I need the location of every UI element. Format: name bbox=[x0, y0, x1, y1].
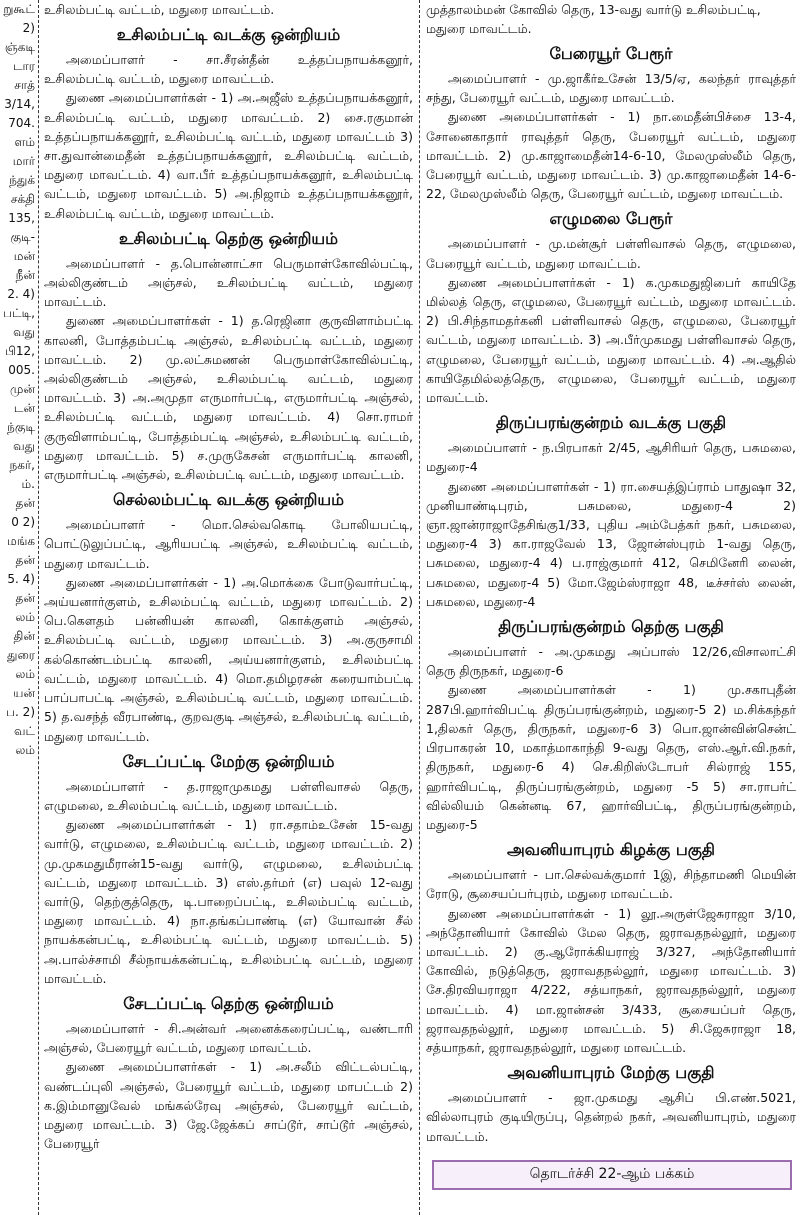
organizer-paragraph: அமைப்பாளர் - பா.செல்வக்குமார் 1இ, சிந்தாமணி மெயின் ரோடு, சூசையப்பர்புரம், மதுரை மாவட்டம். bbox=[426, 867, 796, 902]
left-fragment-text: ப. 2) bbox=[6, 705, 35, 719]
continued-notice: தொடர்ச்சி 22-ஆம் பக்கம் bbox=[432, 1160, 792, 1190]
left-fragment-text: நீன் bbox=[15, 268, 35, 282]
left-fragment-text: சக்தி bbox=[10, 192, 35, 206]
column-right bbox=[426, 0, 800, 1215]
organizer-paragraph: அமைப்பாளர் - மு.மன்சூர் பள்ளிவாசல் தெரு, எழுமலை, பேரையூர் வட்டம், மதுரை மாவட்டம். bbox=[426, 236, 796, 271]
section bbox=[426, 411, 796, 611]
deputies-paragraph: துணை அமைப்பாளர்கள் - 1) மு.சகாபுதீன் 287பி.ஹார்விபட்டி திருப்பரங்குன்றம், மதுரை-5 2) ம.சிக்கந்தர் 1,திலகர் தெரு, திருநகர், மதுரை-6 3) பொ.ஜான்வின்சென்ட் பிரபாகரன் 10, மகாத்மாகாந்தி 9-வது தெரு, எஸ்.ஆர்.வி.நகர், திருநகர், மதுரை-6 4) செ.கிறிஸ்டோபர் சில்ராஜ் 155, ஹார்விபட்டி, திருப்பரங்குன்றம், மதுரை -5 5) சா.ராபர்ட் வில்லியம் கென்னடி 67, ஹார்விபட்டி, திருப்பரங்குன்றம், மதுரை-5 bbox=[426, 682, 796, 832]
deputies-paragraph: துணை அமைப்பாளர்கள் - 1) க.முகமதுஜிபைர் காயிதே மில்லத் தெரு, எழுமலை, பேரையூர் வட்டம், மதுரை மாவட்டம். 2) பி.சிந்தாமதர்கனி பள்ளிவாசல் தெரு, எழுமலை, பேரையூர் வட்டம், மதுரை மாவட்டம். 3) அ.பீர்முகமது பள்ளிவாசல் தெரு, எழுமலை, பேரையூர் வட்டம், மதுரை மாவட்டம். 4) அ.ஆதில் காயிதேமில்லத்தெரு, எழுமலை, பேரையூர் வட்டம், மதுரை மாவட்டம். bbox=[426, 274, 796, 406]
section-heading: சேடப்பட்டி தெற்கு ஒன்றியம் bbox=[123, 993, 334, 1013]
left-fragment-text: 704. bbox=[8, 116, 35, 130]
deputies-paragraph: துணை அமைப்பாளர்கள் - 1) த.ரெஜினா குருவிளாம்பட்டி காலனி, போத்தம்பட்டி அஞ்சல், உசிலம்பட்டி வட்டம், மதுரை மாவட்டம். 2) மு.லட்சுமணன் பெருமாள்கோவில்பட்டி, அல்லிகுண்டம் அஞ்சல், உசிலம்பட்டி வட்டம், மதுரை மாவட்டம். 3) அ.அமுதா எருமார்பட்டி, எருமார்பட்டி அஞ்சல், உசிலம்பட்டி வட்டம், மதுரை மாவட்டம். 4) சொ.ராமர் குருவிளாம்பட்டி, போத்தம்பட்டி அஞ்சல், உசிலம்பட்டி வட்டம், மதுரை மாவட்டம். 5) ச.முருகேசன் எருமார்பட்டி காலனி, எருமார்பட்டி அஞ்சல், உசிலம்பட்டி வட்டம், மதுரை மாவட்டம். bbox=[44, 313, 413, 483]
section bbox=[44, 992, 413, 1153]
left-fragment-text: டார bbox=[12, 59, 35, 73]
left-fragment-text: லம் bbox=[15, 610, 35, 624]
section bbox=[426, 1061, 796, 1146]
deputies-paragraph: துணை அமைப்பாளர்கள் - 1) அ.சலீம் விட்டல்பட்டி, வண்டப்புலி அஞ்சல், பேரையூர் வட்டம், மதுரை மாபட்டம் 2) க.இம்மானுவேல் மங்கல்ரேவு அஞ்சல், பேரையூர் வட்டம், மதுரை மாவட்டம். 3) ஜே.ஜேக்கப் சாப்டூர், சாப்டூர் அஞ்சல், பேரையூர் bbox=[44, 1059, 413, 1152]
left-fragment-text: லம் bbox=[15, 667, 35, 681]
deputies-paragraph: துணை அமைப்பாளர்கள் - 1) அ.அஜீஸ் உத்தப்பநாயக்கனூர், உசிலம்பட்டி வட்டம், மதுரை மாவட்டம். 2) சை.ரகுமான் உத்தப்பநாயக்கனூர், உசிலம்பட்டி வட்டம், மதுரை மாவட்டம் 3) சா.துவான்மைதீன் உத்தப்பநாயக்கனூர், உசிலம்பட்டி வட்டம், மதுரை மாவட்டம். 4) வா.பீர் உத்தப்பநாயக்கனூர், உசிலம்பட்டி வட்டம், மதுரை மாவட்டம். 5) அ.நிஜாம் உத்தப்பநாயக்கனூர், உசிலம்பட்டி வட்டம், மதுரை மாவட்டம். bbox=[44, 90, 413, 221]
organizer-paragraph: அமைப்பாளர் - சா.சீரன்தீன் உத்தப்பநாயக்கனூர், உசிலம்பட்டி வட்டம், மதுரை மாவட்டம். bbox=[44, 52, 413, 87]
column-middle bbox=[44, 0, 420, 1215]
section-heading: உசிலம்பட்டி வடக்கு ஒன்றியம் bbox=[116, 25, 341, 44]
section bbox=[426, 615, 796, 834]
left-fragment-text: ம். bbox=[21, 477, 35, 491]
left-fragment-text: தன் bbox=[15, 591, 35, 605]
section bbox=[426, 838, 796, 1057]
organizer-paragraph: அமைப்பாளர் - மொ.செல்வகொடி போலியபட்டி, பொட்டுலுப்பட்டி, ஆரியபட்டி அஞ்சல், உசிலம்பட்டி வட்டம், மதுரை மாவட்டம். bbox=[44, 517, 413, 571]
organizer-paragraph: அமைப்பாளர் - ந.பிரபாகர் 2/45, ஆசிரியர் தெரு, பசுமலை, மதுரை-4 bbox=[426, 440, 796, 475]
continued-text-fragment: உசிலம்பட்டி வட்டம், மதுரை மாவட்டம். bbox=[44, 2, 275, 17]
left-fragment-text: மன் bbox=[13, 249, 35, 263]
section-heading: செல்லம்பட்டி வடக்கு ஒன்றியம் bbox=[113, 490, 344, 510]
left-fragment-text: ந்குடி bbox=[7, 420, 35, 434]
deputies-paragraph: துணை அமைப்பாளர்கள் - 1) ரா.சையத்இப்ராம் பாதுஷா 32, முனியாண்டிபுரம், பசுமலை, மதுரை-4 2) ஞா.ஜான்ராஜாதேசிங்கு1/33, புதிய அம்பேத்கர் நகர், பசுமலை, மதுரை-4 3) கா.ராஜவேல் 13, ஜோன்ஸ்புரம் 1-வது தெரு, பசுமலை, மதுரை-4 4) ப.ராஜ்குமார் 412, செமினேரி லைன், பசுமலை, மதுரை-4 5) மோ.ஜேம்ஸ்ராஜா 48, டீச்சர்ஸ் லைன், பசுமலை, மதுரை-4 bbox=[426, 478, 796, 609]
left-fragment-text: தின் bbox=[13, 629, 35, 643]
section bbox=[44, 750, 413, 988]
left-fragment-text: றுகூட் bbox=[3, 2, 35, 16]
left-clipped-column bbox=[0, 0, 39, 1215]
section-heading: சேடப்பட்டி மேற்கு ஒன்றியம் bbox=[122, 751, 335, 771]
left-fragment-text: யன் bbox=[13, 686, 35, 700]
section-heading: அவனியாபுரம் மேற்கு பகுதி bbox=[507, 1063, 715, 1083]
left-fragment-text: பட்டி, bbox=[3, 306, 35, 320]
left-fragment-text: தன் bbox=[15, 496, 35, 510]
left-fragment-text: வது bbox=[13, 325, 35, 339]
organizer-paragraph: அமைப்பாளர் - த.ராஜாமுகமது பள்ளிவாசல் தெரு, எழுமலை, உசிலம்பட்டி வட்டம், மதுரை மாவட்டம். bbox=[44, 778, 413, 813]
left-fragment-text: ஞ்கடி bbox=[4, 40, 35, 54]
left-fragment-text: மார் bbox=[12, 154, 35, 168]
left-fragment-text: 2. 4) bbox=[7, 287, 35, 301]
section-heading: அவனியாபுரம் கிழக்கு பகுதி bbox=[507, 840, 715, 860]
section bbox=[426, 42, 796, 203]
left-fragment-text: முன் bbox=[10, 382, 35, 396]
left-fragment-text: 135, bbox=[8, 211, 35, 225]
organizer-paragraph: அமைப்பாளர் - மு.ஜாகீர்உசேன் 13/5/ஏ, கலந்தர் ராவுத்தர் சந்து, பேரையூர் வட்டம், மதுரை மாவட்டம். bbox=[426, 71, 796, 106]
left-fragment-text: ளம் bbox=[14, 135, 35, 149]
organizer-paragraph: அமைப்பாளர் - அ.முகமது அப்பாஸ் 12/26,விசாலாட்சி தெரு திருநகர், மதுரை-6 bbox=[426, 644, 796, 679]
section bbox=[44, 227, 413, 484]
left-fragment-text: வது bbox=[13, 439, 35, 453]
left-fragment-text: குடி- bbox=[10, 230, 35, 244]
deputies-paragraph: துணை அமைப்பாளர்கள் - 1) ரா.சதாம்உசேன் 15-வது வார்டு, எழுமலை, உசிலம்பட்டி வட்டம், மதுரை மாவட்டம். 2) மு.முகமதுமீரான்15-வது வார்டு, எழுமலை, உசிலம்பட்டி வட்டம், மதுரை மாவட்டம். 3) எஸ்.தர்மர் (எ) பவுல் 12-வது வார்டு, தெற்குத்தெரு, டி.பாறைப்பட்டி, உசிலம்பட்டி வட்டம், மதுரை மாவட்டம். 4) நா.தங்கப்பாண்டி (எ) யோவான் சீல் நாயக்கன்பட்டி, உசிலம்பட்டி வட்டம், மதுரை மாவட்டம். 5) அ.பால்ச்சாமி சீல்நாயக்கன்பட்டி, உசிலம்பட்டி வட்டம், மதுரை மாவட்டம். bbox=[44, 817, 413, 986]
left-fragment-text: மங்க bbox=[7, 534, 35, 548]
section bbox=[44, 488, 413, 745]
left-fragment-text: டன் bbox=[13, 401, 35, 415]
deputies-paragraph: துணை அமைப்பாளர்கள் - 1) லூ.அருள்ஜேசுராஜா 3/10, அந்தோனியார் கோவில் மேல தெரு, ஜராவதநல்லூர், மதுரை மாவட்டம். 2) கு.ஆரோக்கியராஜ் 3/327, அந்தோனியார் கோவில், நடுத்தெரு, ஜராவதநல்லூர், மதுரை மாவட்டம். 3) சே.திரவியராஜா 4/222, சத்யாநகர், ஜராவதநல்லூர், மதுரை மாவட்டம். 4) மா.ஜான்சன் 3/433, சூசையப்பர் தெரு, ஜராவதநல்லூர், மதுரை மாவட்டம். 5) சி.ஜேசுராஜா 18, சத்யாநகர், ஜராவதநல்லூர், மதுரை மாவட்டம். bbox=[426, 905, 796, 1055]
section-heading: திருப்பரங்குன்றம் வடக்கு பகுதி bbox=[495, 413, 727, 433]
organizer-paragraph: அமைப்பாளர் - சி.அன்வர் அனைக்கரைப்பட்டி, வண்டாரி அஞ்சல், பேரையூர் வட்டம், மதுரை மாவட்டம். bbox=[44, 1020, 413, 1056]
left-fragment-text: 005. bbox=[8, 363, 35, 377]
left-fragment-text: பி12, bbox=[4, 344, 35, 358]
left-fragment-text: 0 2) bbox=[11, 515, 35, 529]
left-fragment-text: தன் bbox=[15, 553, 35, 567]
section bbox=[44, 23, 413, 223]
left-fragment-text: சாத் bbox=[14, 78, 35, 92]
left-fragment-text: நகர், bbox=[9, 458, 35, 472]
continued-text-fragment: முத்தாலம்மன் கோவில் தெரு, 13-வது வார்டு உசிலம்பட்டி, மதுரை மாவட்டம். bbox=[426, 2, 761, 36]
organizer-paragraph: அமைப்பாளர் - ஜா.முகமது ஆசிப் பி.எண்.5021, வில்லாபுரம் குடியிருப்பு, தென்றல் நகர், அவனியாபுரம், மதுரை மாவட்டம். bbox=[426, 1090, 796, 1144]
left-fragment-text: வட் bbox=[13, 724, 35, 738]
section-heading: பேரையூர் பேரூர் bbox=[549, 44, 673, 63]
deputies-paragraph: துணை அமைப்பாளர்கள் - 1) அ.மொக்கை போடுவார்பட்டி, அய்யனார்குளம், உசிலம்பட்டி வட்டம், மதுரை மாவட்டம். 2) பெ.கௌதம் பன்னியன் காலனி, கொக்குளம் அஞ்சல், உசிலம்பட்டி வட்டம், மதுரை மாவட்டம். 3) அ.குருசாமி கல்கொண்டம்பட்டி காலனி, அய்யனார்குளம், உசிலம்பட்டி வட்டம், மதுரை மாவட்டம். 4) மொ.தமிழரசன் கரையாம்பட்டி பாப்பாபட்டி அஞ்சல், உசிலம்பட்டி வட்டம், மதுரை மாவட்டம். 5) த.வசந்த் வீரபாண்டி, குறவகுடி அஞ்சல், உசிலம்பட்டி வட்டம், மதுரை மாவட்டம். bbox=[44, 574, 413, 744]
left-fragment-text: லம் bbox=[15, 743, 35, 757]
deputies-paragraph: துணை அமைப்பாளர்கள் - 1) நா.மைதீன்பிச்சை 13-4, சோனைகாதார் ராவுத்தர் தெரு, பேரையூர் வட்டம், மதுரை மாவட்டம். 2) மு.காஜாமைதீன்14-6-10, மேலமுஸ்லீம் தெரு, பேரையூர் வட்டம், மதுரை மாவட்டம். 3) மு.காஜாமைதீன் 14-6-22, மேலமுஸ்லீம் தெரு, பேரையூர் வட்டம், மதுரை மாவட்டம். bbox=[426, 109, 796, 202]
section-heading: திருப்பரங்குன்றம் தெற்கு பகுதி bbox=[498, 617, 724, 637]
section-heading: எழுமலை பேரூர் bbox=[549, 209, 673, 229]
left-fragment-text: துரை bbox=[7, 648, 35, 662]
section-heading: உசிலம்பட்டி தெற்கு ஒன்றியம் bbox=[119, 228, 338, 248]
left-fragment-text: 3/14, bbox=[4, 97, 35, 111]
left-fragment-text: 2) bbox=[22, 21, 35, 35]
section bbox=[426, 207, 796, 407]
organizer-paragraph: அமைப்பாளர் - த.பொன்னாட்சா பெருமாள்கோவில்பட்டி, அல்லிகுண்டம் அஞ்சல், உசிலம்பட்டி வட்டம், மதுரை மாவட்டம். bbox=[44, 255, 413, 310]
left-fragment-text: ந்துக் bbox=[9, 173, 35, 187]
left-fragment-text: 5. 4) bbox=[7, 572, 35, 586]
